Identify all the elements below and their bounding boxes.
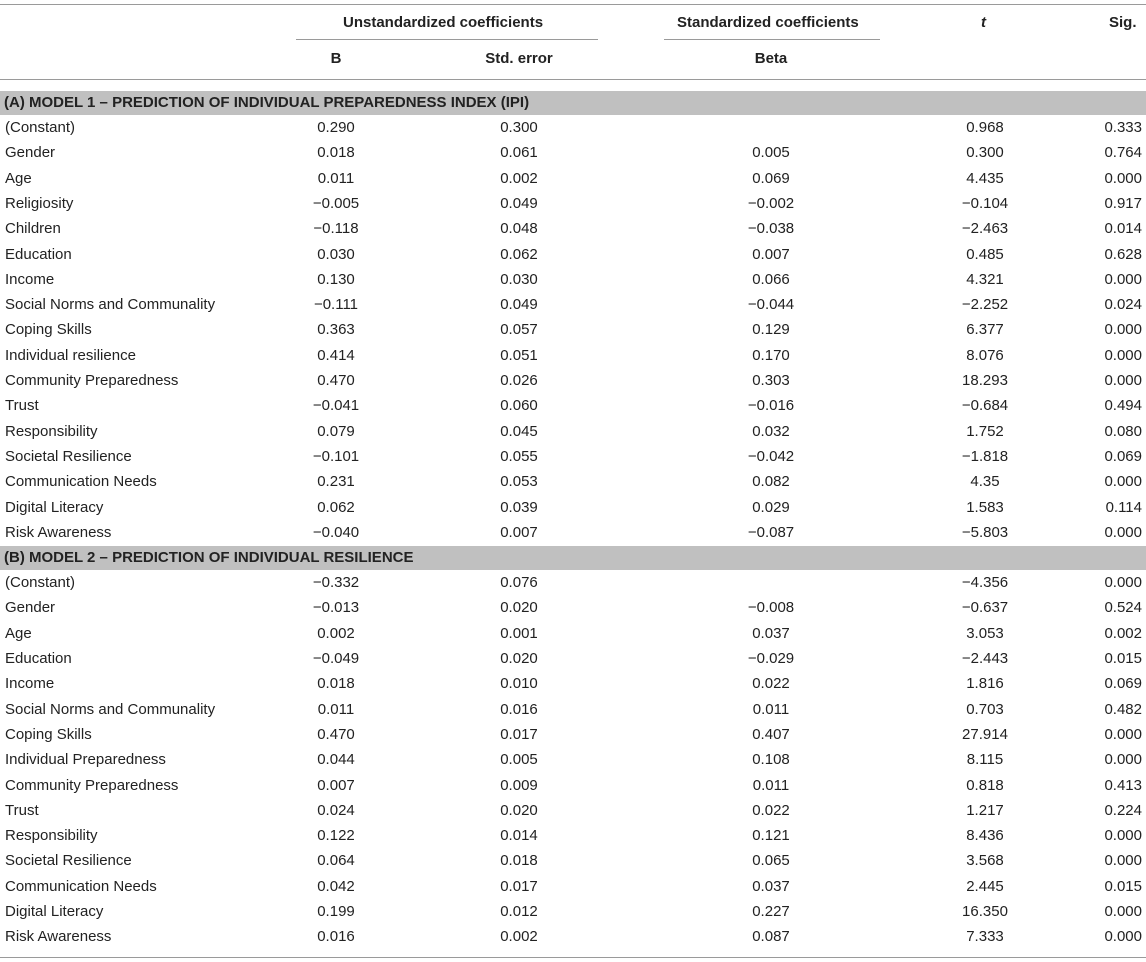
cell-t: 27.914 — [962, 725, 1008, 743]
cell-std-error: 0.060 — [500, 397, 538, 415]
cell-t: 8.436 — [966, 827, 1004, 845]
header-beta: Beta — [754, 50, 788, 67]
row-label: Risk Awareness — [5, 928, 112, 946]
table-row — [0, 496, 1146, 521]
cell-std-error: 0.049 — [500, 194, 538, 212]
cell-beta: −0.016 — [747, 397, 795, 415]
cell-std-error: 0.055 — [500, 447, 538, 465]
cell-std-error: 0.026 — [500, 372, 538, 389]
cell-sig: 0.000 — [1104, 574, 1142, 592]
table-row — [0, 445, 1146, 470]
cell-t: 1.816 — [966, 675, 1004, 693]
unstandardized-underline — [296, 39, 598, 40]
section-header — [0, 91, 1146, 115]
cell-sig: 0.000 — [1104, 827, 1142, 845]
row-label: Communication Needs — [5, 877, 157, 895]
cell-b: −0.111 — [313, 296, 359, 314]
table-row — [0, 698, 1146, 723]
row-label: Trust — [5, 397, 39, 415]
row-label: Digital Literacy — [5, 498, 104, 516]
cell-std-error: 0.057 — [500, 321, 538, 339]
row-label: Children — [5, 220, 61, 238]
cell-std-error: 0.053 — [500, 473, 538, 491]
header-b: B — [330, 50, 342, 67]
cell-t: 6.377 — [966, 321, 1004, 339]
cell-sig: 0.000 — [1104, 372, 1142, 389]
cell-beta: 0.069 — [752, 169, 790, 187]
cell-beta: 0.011 — [752, 700, 790, 718]
cell-t: 8.076 — [966, 346, 1004, 364]
table-row — [0, 243, 1146, 268]
table-row — [0, 622, 1146, 647]
row-label: Community Preparedness — [5, 776, 179, 794]
table-row — [0, 420, 1146, 445]
table-row — [0, 394, 1146, 419]
cell-b: 0.024 — [317, 801, 355, 819]
cell-t: −0.104 — [961, 194, 1009, 212]
cell-sig: 0.000 — [1104, 928, 1142, 946]
cell-std-error: 0.030 — [500, 270, 538, 288]
cell-sig: 0.014 — [1104, 220, 1142, 238]
cell-sig: 0.000 — [1104, 903, 1142, 920]
cell-std-error: 0.016 — [500, 700, 538, 718]
cell-b: 0.002 — [317, 624, 355, 642]
cell-sig: 0.764 — [1104, 144, 1142, 162]
cell-t: 0.300 — [966, 144, 1004, 162]
cell-t: 3.568 — [966, 852, 1004, 870]
cell-beta: −0.042 — [747, 447, 795, 465]
cell-t: 1.583 — [966, 498, 1004, 516]
cell-beta: 0.066 — [752, 270, 790, 288]
cell-t: 0.968 — [966, 119, 1004, 136]
cell-sig: 0.000 — [1104, 321, 1142, 339]
header-std-error: Std. error — [485, 50, 553, 67]
cell-b: 0.363 — [317, 321, 355, 339]
table-row — [0, 672, 1146, 697]
table-row — [0, 925, 1146, 950]
cell-sig: 0.069 — [1104, 447, 1142, 465]
table-row — [0, 293, 1146, 318]
cell-b: 0.199 — [317, 903, 355, 920]
cell-t: −0.637 — [961, 599, 1009, 617]
cell-t: 1.752 — [966, 422, 1004, 440]
cell-sig: 0.015 — [1104, 877, 1142, 895]
cell-std-error: 0.062 — [500, 245, 538, 263]
cell-b: 0.079 — [317, 422, 355, 440]
cell-b: −0.005 — [312, 194, 360, 212]
row-label: Social Norms and Communality — [5, 700, 216, 718]
cell-beta: −0.087 — [747, 523, 795, 541]
cell-std-error: 0.002 — [500, 928, 538, 946]
cell-std-error: 0.061 — [500, 144, 538, 162]
cell-b: 0.011 — [317, 700, 355, 718]
cell-beta: 0.011 — [752, 776, 790, 794]
section-header — [0, 546, 1146, 570]
cell-b: 0.011 — [317, 169, 355, 187]
cell-std-error: 0.009 — [500, 776, 538, 794]
cell-sig: 0.524 — [1104, 599, 1142, 617]
cell-sig: 0.000 — [1104, 270, 1142, 288]
cell-t: −2.443 — [961, 650, 1009, 667]
table-row — [0, 900, 1146, 925]
cell-t: 8.115 — [966, 751, 1004, 769]
table-row — [0, 824, 1146, 849]
cell-std-error: 0.002 — [500, 169, 538, 187]
row-label: Digital Literacy — [5, 903, 104, 920]
cell-std-error: 0.051 — [500, 346, 538, 364]
cell-t: −2.252 — [961, 296, 1009, 314]
section-title: (B) MODEL 2 – PREDICTION OF INDIVIDUAL RESILIENCE — [4, 549, 414, 567]
cell-std-error: 0.001 — [500, 624, 538, 642]
cell-t: 4.321 — [966, 270, 1004, 288]
cell-sig: 0.000 — [1104, 725, 1142, 743]
cell-std-error: 0.020 — [500, 801, 538, 819]
cell-t: 0.703 — [966, 700, 1004, 718]
row-label: Coping Skills — [5, 321, 92, 339]
table-row — [0, 521, 1146, 546]
row-label: (Constant) — [5, 119, 76, 136]
row-label: Responsibility — [5, 827, 98, 845]
cell-t: 4.35 — [970, 473, 1000, 491]
row-label: Individual Preparedness — [5, 751, 166, 769]
cell-sig: 0.000 — [1104, 852, 1142, 870]
cell-std-error: 0.018 — [500, 852, 538, 870]
cell-t: 18.293 — [962, 372, 1008, 389]
cell-beta: −0.002 — [747, 194, 795, 212]
cell-b: 0.064 — [317, 852, 355, 870]
cell-beta: 0.022 — [752, 675, 790, 693]
row-label: Communication Needs — [5, 473, 157, 491]
row-label: Individual resilience — [5, 346, 136, 364]
row-label: Income — [5, 675, 55, 693]
table-row — [0, 141, 1146, 166]
cell-b: −0.041 — [312, 397, 360, 415]
section-title: (A) MODEL 1 – PREDICTION OF INDIVIDUAL PREPAREDNESS INDEX (IPI) — [4, 94, 530, 111]
cell-b: −0.118 — [313, 220, 359, 238]
cell-beta: −0.029 — [747, 650, 795, 667]
header-sig: Sig. — [1109, 14, 1137, 31]
cell-t: 0.818 — [966, 776, 1004, 794]
cell-beta: 0.129 — [752, 321, 790, 339]
cell-beta: 0.022 — [752, 801, 790, 819]
row-label: Gender — [5, 599, 56, 617]
cell-b: 0.030 — [317, 245, 355, 263]
cell-b: 0.130 — [317, 270, 355, 288]
cell-beta: 0.082 — [752, 473, 790, 491]
cell-std-error: 0.045 — [500, 422, 538, 440]
cell-beta: −0.008 — [747, 599, 795, 617]
row-label: Trust — [5, 801, 39, 819]
table-row — [0, 167, 1146, 192]
cell-beta: 0.303 — [752, 372, 790, 389]
cell-b: −0.332 — [312, 574, 360, 592]
cell-t: −4.356 — [961, 574, 1009, 592]
cell-beta: 0.227 — [752, 903, 790, 920]
header-t: t — [981, 14, 986, 31]
table-row — [0, 470, 1146, 495]
cell-t: 16.350 — [962, 903, 1008, 920]
cell-beta: −0.044 — [747, 296, 795, 314]
table-row — [0, 875, 1146, 900]
cell-beta: 0.037 — [752, 877, 790, 895]
cell-b: 0.470 — [317, 725, 355, 743]
cell-t: −0.684 — [961, 397, 1009, 415]
cell-beta: 0.121 — [752, 827, 790, 845]
row-label: Age — [5, 169, 32, 187]
row-label: Societal Resilience — [5, 447, 132, 465]
cell-b: −0.040 — [312, 523, 360, 541]
cell-beta: 0.065 — [752, 852, 790, 870]
row-label: Education — [5, 650, 72, 667]
row-label: Risk Awareness — [5, 523, 112, 541]
row-label: Social Norms and Communality — [5, 296, 216, 314]
cell-b: 0.290 — [317, 119, 355, 136]
cell-std-error: 0.076 — [500, 574, 538, 592]
cell-beta: 0.005 — [752, 144, 790, 162]
cell-std-error: 0.049 — [500, 296, 538, 314]
cell-sig: 0.413 — [1104, 776, 1142, 794]
cell-t: 2.445 — [966, 877, 1004, 895]
cell-b: 0.018 — [317, 144, 355, 162]
table-row — [0, 116, 1146, 141]
table-row — [0, 849, 1146, 874]
cell-sig: 0.114 — [1105, 498, 1142, 516]
cell-t: 1.217 — [966, 801, 1004, 819]
cell-beta: 0.108 — [752, 751, 790, 769]
row-label: Coping Skills — [5, 725, 92, 743]
row-label: Age — [5, 624, 32, 642]
row-label: Responsibility — [5, 422, 98, 440]
table-row — [0, 369, 1146, 394]
row-label: Community Preparedness — [5, 372, 179, 389]
cell-t: −5.803 — [961, 523, 1009, 541]
table-row — [0, 571, 1146, 596]
table-row — [0, 774, 1146, 799]
cell-sig: 0.000 — [1104, 473, 1142, 491]
row-label: Education — [5, 245, 72, 263]
cell-std-error: 0.014 — [500, 827, 538, 845]
cell-b: 0.062 — [317, 498, 355, 516]
header-rule — [0, 79, 1146, 80]
table-row — [0, 268, 1146, 293]
table-row — [0, 192, 1146, 217]
cell-b: 0.231 — [317, 473, 355, 491]
cell-t: −2.463 — [961, 220, 1009, 238]
table-row — [0, 748, 1146, 773]
cell-std-error: 0.020 — [500, 650, 538, 667]
cell-sig: 0.482 — [1104, 700, 1142, 718]
cell-t: 0.485 — [966, 245, 1004, 263]
cell-sig: 0.224 — [1104, 801, 1142, 819]
table-row — [0, 217, 1146, 242]
cell-sig: 0.628 — [1104, 245, 1142, 263]
cell-b: −0.049 — [312, 650, 360, 667]
cell-std-error: 0.012 — [500, 903, 538, 920]
standardized-underline — [664, 39, 880, 40]
cell-b: 0.122 — [317, 827, 355, 845]
cell-sig: 0.917 — [1104, 194, 1142, 212]
top-rule — [0, 4, 1146, 5]
cell-sig: 0.000 — [1104, 751, 1142, 769]
row-label: Religiosity — [5, 194, 74, 212]
cell-std-error: 0.039 — [500, 498, 538, 516]
cell-std-error: 0.005 — [500, 751, 538, 769]
cell-sig: 0.015 — [1104, 650, 1142, 667]
table-row — [0, 723, 1146, 748]
row-label: Income — [5, 270, 55, 288]
cell-b: 0.414 — [317, 346, 355, 364]
cell-beta: 0.170 — [752, 346, 790, 364]
cell-beta: 0.032 — [752, 422, 790, 440]
cell-beta: 0.407 — [752, 725, 790, 743]
cell-std-error: 0.048 — [500, 220, 538, 238]
cell-t: −1.818 — [961, 447, 1009, 465]
cell-sig: 0.080 — [1104, 422, 1142, 440]
cell-b: 0.007 — [317, 776, 355, 794]
cell-t: 3.053 — [966, 624, 1004, 642]
table-row — [0, 799, 1146, 824]
table-row — [0, 647, 1146, 672]
cell-std-error: 0.020 — [500, 599, 538, 617]
cell-sig: 0.000 — [1104, 346, 1142, 364]
cell-sig: 0.000 — [1104, 523, 1142, 541]
row-label: Societal Resilience — [5, 852, 132, 870]
cell-std-error: 0.007 — [500, 523, 538, 541]
cell-sig: 0.069 — [1104, 675, 1142, 693]
cell-std-error: 0.300 — [500, 119, 538, 136]
cell-sig: 0.000 — [1104, 169, 1142, 187]
header-standardized: Standardized coefficients — [677, 14, 859, 31]
row-label: (Constant) — [5, 574, 76, 592]
cell-b: 0.018 — [317, 675, 355, 693]
cell-b: 0.470 — [317, 372, 355, 389]
cell-sig: 0.002 — [1104, 624, 1142, 642]
cell-beta: 0.007 — [752, 245, 790, 263]
cell-b: 0.016 — [317, 928, 355, 946]
row-label: Gender — [5, 144, 56, 162]
cell-b: 0.042 — [317, 877, 355, 895]
table-row — [0, 344, 1146, 369]
cell-sig: 0.494 — [1104, 397, 1142, 415]
cell-sig: 0.333 — [1104, 119, 1142, 136]
cell-b: −0.013 — [312, 599, 360, 617]
cell-sig: 0.024 — [1104, 296, 1142, 314]
cell-beta: 0.087 — [752, 928, 790, 946]
bottom-rule — [0, 957, 1146, 958]
header-unstandardized: Unstandardized coefficients — [343, 14, 544, 31]
cell-beta: 0.037 — [752, 624, 790, 642]
cell-b: −0.101 — [312, 447, 360, 465]
cell-t: 4.435 — [966, 169, 1004, 187]
cell-beta: −0.038 — [747, 220, 795, 238]
cell-b: 0.044 — [317, 751, 355, 769]
cell-std-error: 0.017 — [500, 725, 538, 743]
cell-t: 7.333 — [966, 928, 1004, 946]
cell-std-error: 0.010 — [500, 675, 538, 693]
cell-beta: 0.029 — [752, 498, 790, 516]
table-row — [0, 318, 1146, 343]
cell-std-error: 0.017 — [500, 877, 538, 895]
table-row — [0, 596, 1146, 621]
